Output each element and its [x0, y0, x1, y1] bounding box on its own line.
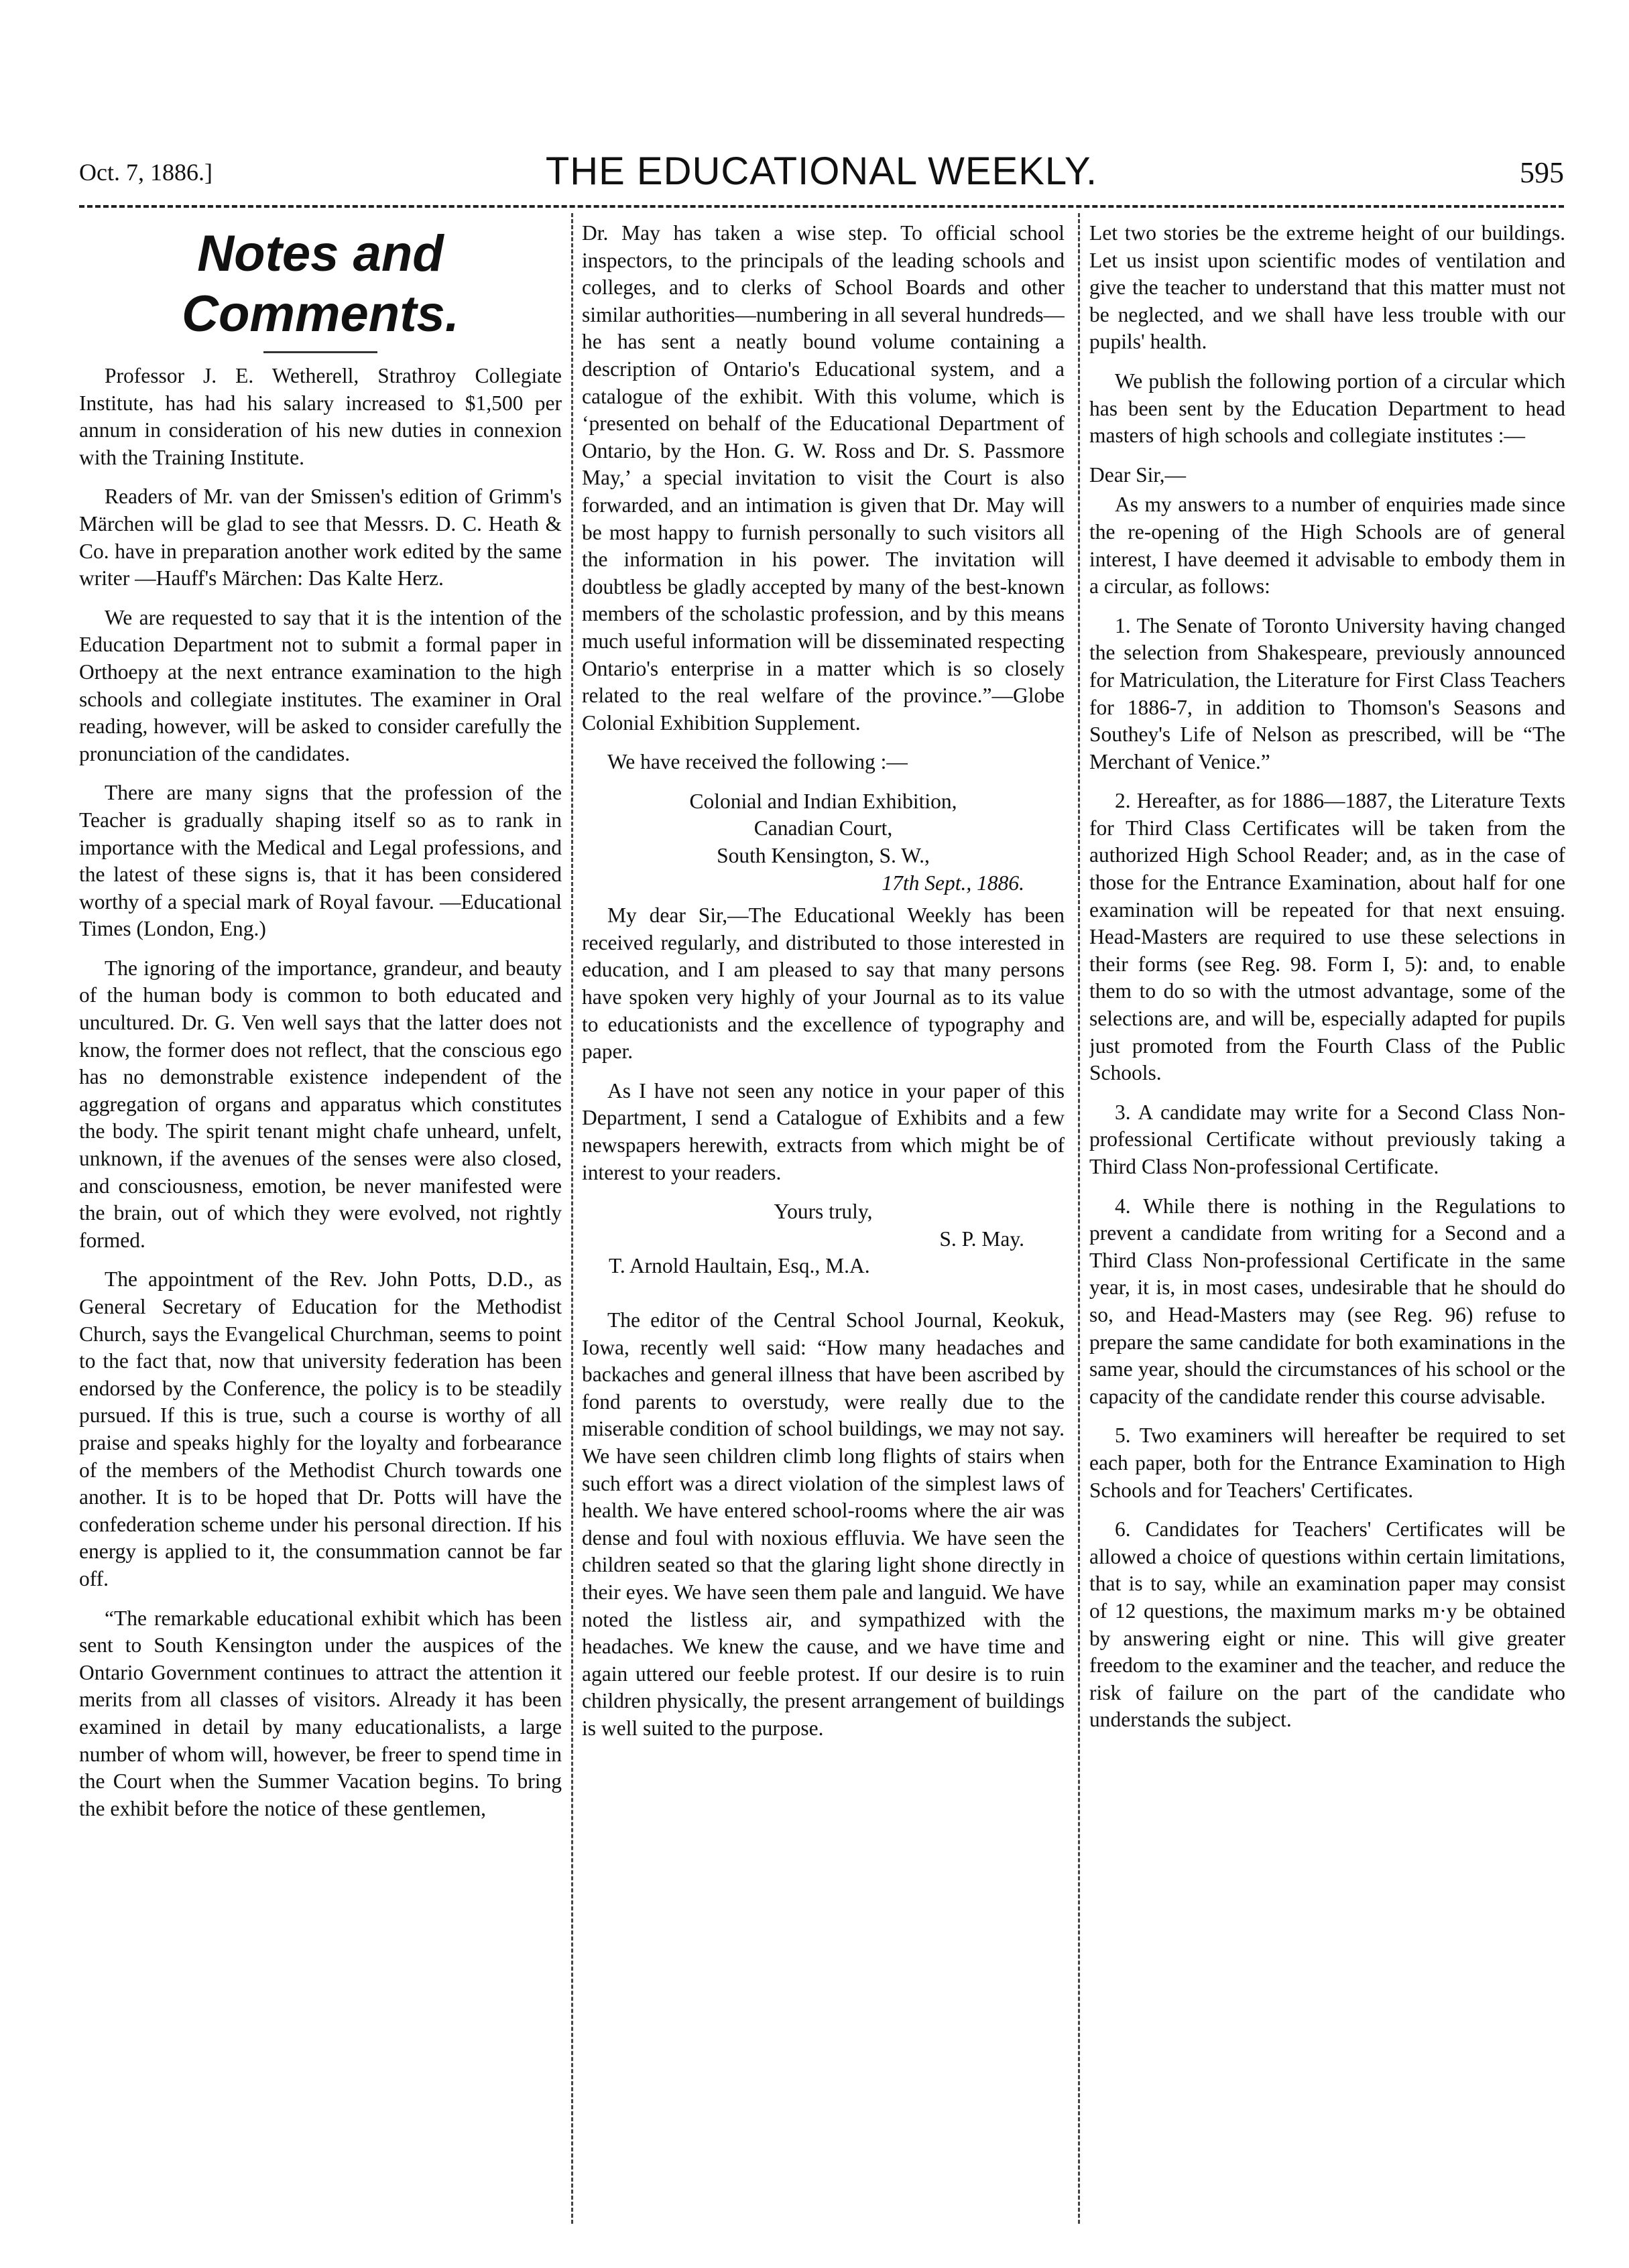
letter-signature: S. P. May. — [939, 1226, 1024, 1251]
column-1 — [79, 220, 562, 2224]
paragraph: We are requested to say that it is the intention of the Education Department not to submit a formal paper in Orthoepy at the next entrance examination to the high schools and collegiate institutes. The examiner in Oral reading, however, will be asked to consider carefully the pronunciation of the candidates. — [79, 605, 562, 765]
circular-item: 1. The Senate of Toronto University having changed the selection from Shakespeare, previously announced for Matriculation, the Literature for First Class Teachers for 1886-7, in addition to Thomson's Seasons and Southey's Life of Nelson as prescribed, will be “The Merchant of Venice.” — [1089, 613, 1565, 773]
letter-closing: Yours truly, — [774, 1200, 873, 1224]
paragraph: Readers of Mr. van der Smissen's edition of Grimm's Märchen will be glad to see that Messrs. D. C. Heath & Co. have in preparation another work edited by the same writer —Hauff's Märchen: Das Kalte Herz. — [79, 485, 562, 590]
paragraph: We have received the following :— — [607, 750, 908, 774]
paragraph: The appointment of the Rev. John Potts, D.D., as General Secretary of Education for the Methodist Church, says the Evangelical Churchman, seems to point to the fact that, now that university federation has been endorsed by the Conference, the policy is to be steadily pursued. If this is true, such a course is worthy of all praise and speaks highly for the loyalty and forbearance of the members of the Methodist Church towards one another. It is to be hoped that Dr. Potts will have the confederation scheme under his personal direction. If his energy is applied to it, the consummation cannot be far off. — [79, 1267, 562, 1590]
letter-heading: Colonial and Indian Exhibition, — [689, 789, 957, 813]
paragraph: There are many signs that the profession of the Teacher is gradually shaping itself so as to rank in importance with the Medical and Legal professions, and the latest of these signs is, that it has been considered worthy of a special mark of Royal favour. —Educational Times (London, Eng.) — [79, 781, 562, 941]
masthead-rule — [79, 205, 1564, 208]
circular-intro: As my answers to a number of enquiries made since the re-opening of the High Schools are of general interest, I have deemed it advisable to embody them in a circular, as follows: — [1089, 493, 1565, 598]
column-3 — [1089, 220, 1565, 2224]
paragraph: “The remarkable educational exhibit which has been sent to South Kensington under the auspices of the Ontario Government continues to attract the attention it merits from all classes of visitors. Already it has been examined in detail by many educationalists, a large number of whom will, however, be freer to spend time in the Court when the Summer Vacation begins. To bring the exhibit before the notice of these gentlemen, — [79, 1606, 562, 1820]
page-number: 595 — [1520, 156, 1564, 189]
paragraph: We publish the following portion of a circular which has been sent by the Education Department to head masters of high schools and collegiate institutes :— — [1089, 369, 1565, 448]
circular-item: 6. Candidates for Teachers' Certificates will be allowed a choice of questions within certain limitations, that is to say, while an examination paper may consist of 12 questions, the maximum marks m·y be obtained by answering eight or nine. This will give greater freedom to the examiner and the teacher, and reduce the risk of failure on the part of the candidate who understands the subject. — [1089, 1517, 1565, 1732]
section-title: Notes and Comments. — [182, 225, 459, 342]
letter-date: 17th Sept., 1886. — [882, 871, 1024, 895]
column-divider — [1078, 213, 1080, 2224]
letter-heading: Canadian Court, — [753, 816, 893, 840]
paragraph: Let two stories be the extreme height of our buildings. Let us insist upon scientific modes of ventilation and give the teacher to understand that this matter must not be neglected, and we shall have less trouble with our pupils' health. — [1089, 221, 1565, 354]
paragraph: Professor J. E. Wetherell, Strathroy Collegiate Institute, has had his salary increased to $1,500 per annum in consideration of his new duties in connexion with the Training Institute. — [79, 364, 562, 469]
circular-salutation: Dear Sir,— — [1089, 462, 1186, 487]
circular-item: 3. A candidate may write for a Second Class Non-professional Certificate without previously taking a Third Class Non-professional Certificate. — [1089, 1100, 1565, 1178]
paragraph: Dr. May has taken a wise step. To official school inspectors, to the principals of the leading schools and colleges, and to clerks of School Boards and other similar authorities—numbering in all several hundreds—he has sent a neatly bound volume containing a description of Ontario's Educational system, and a catalogue of the exhibit. With this volume, which is ‘presented on behalf of the Educational Department of Ontario, by the Hon. G. W. Ross and Dr. S. Passmore May,’ a special invitation to visit the Court is also forwarded, and an intimation is given that Dr. May will be most happy to furnish personally to such visitors all the information in his power. The invitation will doubtless be gladly accepted by many of the best-known members of the scholastic profession, and by this means much useful information will be disseminated respecting Ontario's enterprise in a matter which is so closely related to the real welfare of the province.”—Globe Colonial Exhibition Supplement. — [582, 221, 1065, 735]
circular-item: 5. Two examiners will hereafter be required to set each paper, both for the Entrance Examination to High Schools and for Teachers' Certificates. — [1089, 1424, 1565, 1502]
column-2 — [582, 220, 1065, 2224]
paragraph: The editor of the Central School Journal, Keokuk, Iowa, recently well said: “How many headaches and backaches and general illness that have been ascribed by fond parents to overstudy, were really due to the miserable condition of school buildings, we may not say. We have seen children climb long flights of stairs when such effort was a direct violation of the simplest laws of health. We have entered school-rooms where the air was dense and foul with noxious effluvia. We have seen the children seated so that the glaring light shone directly in their eyes. We have seen them pale and languid. We have noted the listless air, and sympathized with the headaches. We knew the cause, and we have time and again uttered our feeble protest. If our desire is to ruin children physically, the present arrangement of buildings is well suited to the purpose. — [582, 1308, 1065, 1740]
paragraph: The ignoring of the importance, grandeur, and beauty of the human body is common to both educated and uncultured. Dr. G. Ven well says that the latter does not know, the former does not reflect, that the conscious ego has no demonstrable existence independent of the aggregation of organs and apparatus which constitutes the body. The spirit tenant might chafe unheard, unfelt, unknown, if the avenues of the senses were also closed, and consciousness, emotion, be never manifested were the brain, out of which they were evolved, not rightly formed. — [79, 956, 562, 1252]
letter-paragraph: As I have not seen any notice in your paper of this Department, I send a Catalogue of Exhibits and a few newspapers herewith, extracts from which might be of interest to your readers. — [582, 1078, 1065, 1184]
masthead — [79, 149, 1564, 202]
publication-title: THE EDUCATIONAL WEEKLY. — [545, 149, 1098, 193]
column-divider — [571, 213, 573, 2224]
letter-paragraph: My dear Sir,—The Educational Weekly has been received regularly, and distributed to those interested in education, and I am pleased to say that many persons have spoken very highly of your Journal as to its value to educationists and the excellence of typography and paper. — [582, 903, 1065, 1064]
circular-item: 2. Hereafter, as for 1886—1887, the Literature Texts for Third Class Certificates will be taken from the authorized High School Reader; and, as in the case of those for the Entrance Examination, about half for one examination will be repeated for that next ensuing. Head-Masters are required to use these selections in their forms (see Reg. 98. Form I, 5): and, to enable them to do so with the utmost advantage, some of the selections are, and will be, especially adapted for pupils just promoted from the Fourth Class of the Public Schools. — [1089, 789, 1565, 1085]
issue-date: Oct. 7, 1886.] — [79, 159, 213, 186]
circular-item: 4. While there is nothing in the Regulations to prevent a candidate from writing for a Second and a Third Class Non-professional Certificate in the same year, it is, in most cases, undesirable that he should do so, and Head-Masters may (see Reg. 96) refuse to prepare the same candidate for both examinations in the same year, should the circumstances of his school or the capacity of the candidate render this course advisable. — [1089, 1194, 1565, 1408]
letter-heading: South Kensington, S. W., — [717, 844, 930, 868]
letter-addressee: T. Arnold Haultain, Esq., M.A. — [609, 1254, 870, 1278]
title-rule — [263, 351, 377, 353]
